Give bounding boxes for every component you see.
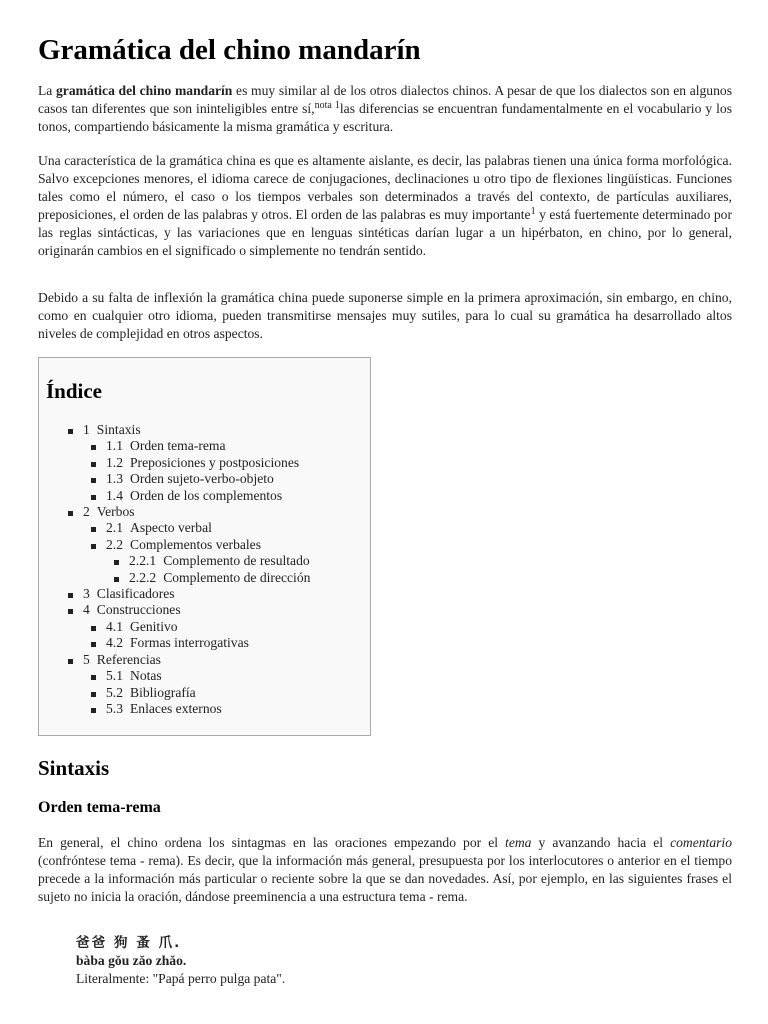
example-literal: Literalmente: "Papá perro pulga pata". <box>76 971 286 986</box>
example-pinyin: bàba gǒu zǎo zhǎo. <box>76 953 187 968</box>
toc-item-label: Aspecto verbal <box>130 520 212 536</box>
intro-paragraph-1 <box>38 82 732 136</box>
toc-item-number: 1.2 <box>106 454 123 470</box>
toc-item[interactable] <box>91 685 310 701</box>
toc-item-label: Complemento de dirección <box>163 569 311 585</box>
example-block <box>76 934 285 988</box>
section-para-tema: tema <box>505 835 532 850</box>
toc-item[interactable] <box>91 520 310 536</box>
toc-sublist <box>91 619 310 652</box>
intro-paragraph-3: Debido a su falta de inflexión la gramática china puede suponerse simple en la primera aproximación, sin embargo, en chino, como en cualquier otro idioma, pueden transmitirse mensajes muy sutiles, para lo cual su gramática ha desarrollado altos niveles de complejidad en otros aspectos. <box>38 290 732 341</box>
table-of-contents <box>38 357 371 736</box>
toc-item[interactable] <box>91 438 310 454</box>
toc-item-number: 2 <box>83 504 90 520</box>
toc-item-label: Complementos verbales <box>130 536 261 552</box>
toc-item[interactable] <box>91 471 310 487</box>
toc-item-number: 4.2 <box>106 635 123 651</box>
toc-item-number: 4 <box>83 602 90 618</box>
toc-item-label: Clasificadores <box>96 586 175 602</box>
toc-item[interactable] <box>68 504 310 520</box>
toc-heading: Índice <box>46 379 103 403</box>
intro-p1-mid: es muy similar al de los otros dialectos chinos. A pesar de que los dialectos son en algunos casos tan diferentes que son ininteligibles entre sí, <box>38 83 732 116</box>
toc-item-label: Sintaxis <box>96 422 141 437</box>
section-para-comentario: comentario <box>670 835 732 850</box>
toc-item[interactable] <box>91 537 310 553</box>
toc-item[interactable] <box>91 701 310 717</box>
toc-item[interactable] <box>91 668 310 684</box>
toc-item-label: Enlaces externos <box>130 700 222 716</box>
toc-item[interactable] <box>91 619 310 635</box>
example-hanzi: 爸爸 狗 蚤 爪. <box>76 935 182 951</box>
section-para-b: y avanzando hacia el <box>531 835 671 850</box>
toc-item[interactable] <box>68 652 310 668</box>
section-para-a: En general, el chino ordena los sintagmas en las oraciones empezando por el <box>38 835 506 850</box>
toc-item[interactable] <box>114 570 310 586</box>
toc-item[interactable] <box>68 602 310 618</box>
toc-item-label: Notas <box>130 668 162 684</box>
toc-item[interactable] <box>91 455 310 471</box>
toc-item-label: Orden sujeto-verbo-objeto <box>130 471 274 487</box>
toc-item[interactable] <box>91 488 310 504</box>
toc-item-number: 2.2 <box>106 536 123 552</box>
toc-sublist <box>91 668 310 717</box>
toc-item[interactable] <box>91 635 310 651</box>
toc-item[interactable] <box>68 586 310 602</box>
toc-item-label: Orden de los complementos <box>130 487 283 503</box>
toc-item-label: Verbos <box>96 504 135 520</box>
toc-item-number: 1.4 <box>106 487 123 503</box>
section-paragraph <box>38 834 732 906</box>
toc-item-label: Preposiciones y postposiciones <box>130 454 300 470</box>
toc-item-label: Referencias <box>96 651 161 667</box>
intro-paragraph-2 <box>38 152 732 260</box>
toc-item-number: 2.2.1 <box>129 553 157 569</box>
intro-p2-b: y está fuertemente determinado por las reglas sintácticas, y las variaciones que en lenguas sintéticas darían lugar a un hipérbaton, en chino, por lo general, originarán cambios en el significado o simplemente no tendrán sentido. <box>38 207 732 258</box>
toc-item[interactable] <box>114 553 310 569</box>
section-heading: Sintaxis <box>38 756 110 780</box>
toc-item-number: 1.3 <box>106 471 123 487</box>
intro-p2-a: Una característica de la gramática china es que es altamente aislante, es decir, las palabras tienen una única forma morfológica. Salvo excepciones menores, el idioma carece de conjugaciones, declinaciones u otro tipo de flexiones lingüísticas. Funciones tales como el número, el caso o los tiempos verbales son determinados a través del contexto, de partículas auxiliares, preposiciones, el orden de las palabras y otros. El orden de las palabras es muy importante <box>38 153 732 222</box>
toc-item-label: Bibliografía <box>130 684 196 700</box>
toc-item-number: 5.1 <box>106 668 123 684</box>
toc-sublist <box>114 553 310 586</box>
intro-p1-suffix: las diferencias se encuentran fundamentalmente en el vocabulario y los tonos, compartiendo básicamente la misma gramática y escritura. <box>38 101 732 134</box>
toc-item-label: Construcciones <box>96 602 181 618</box>
toc-sublist <box>91 438 310 504</box>
toc-item-label: Orden tema-rema <box>130 438 226 454</box>
toc-item-label: Complemento de resultado <box>163 553 310 569</box>
toc-item-number: 4.1 <box>106 618 123 634</box>
toc-item-label: Formas interrogativas <box>130 635 249 651</box>
toc-item-number: 5.2 <box>106 684 123 700</box>
note-link[interactable]: nota 1 <box>314 100 340 111</box>
intro-p1-bold: gramática del chino mandarín <box>56 83 233 98</box>
reference-link[interactable]: 1 <box>530 206 536 217</box>
toc-item-number: 3 <box>83 586 90 602</box>
toc-item[interactable] <box>68 422 310 438</box>
toc-item-number: 1.1 <box>106 438 123 454</box>
toc-item-number: 2.1 <box>106 520 123 536</box>
toc-item-number: 5 <box>83 651 90 667</box>
intro-p1-prefix: La <box>38 83 56 98</box>
section-para-c: (confróntese tema - rema). Es decir, que la información más general, presupuesta por los interlocutores o anterior en el tiempo precede a la información más particular o reciente sobre la que se dan novedades. Así, por ejemplo, en las siguientes frases el sujeto no inicia la oración, dándose preeminencia a una estructura tema - rema. <box>38 853 732 904</box>
toc-item-label: Genitivo <box>130 618 178 634</box>
toc-sublist <box>91 520 310 586</box>
subsection-heading: Orden tema-rema <box>38 799 161 816</box>
toc-item-number: 5.3 <box>106 700 123 716</box>
toc-list <box>68 422 310 717</box>
page-title: Gramática del chino mandarín <box>38 34 421 66</box>
toc-item-number: 2.2.2 <box>129 569 157 585</box>
toc-item-number: 1 <box>83 422 90 437</box>
